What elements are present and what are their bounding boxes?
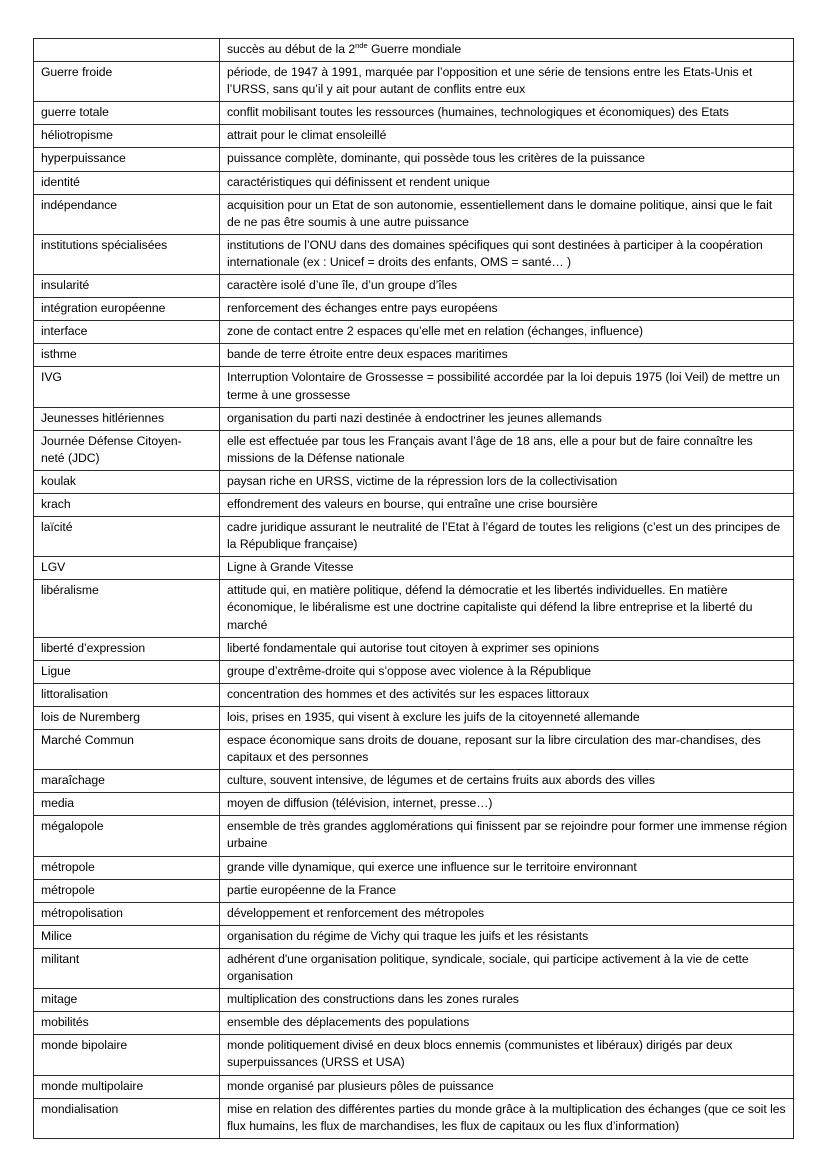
glossary-definition-cell: attitude qui, en matière politique, défend la démocratie et les libertés individuelles. En matière économique, le libéralisme est une doctrine capitaliste qui défend la libre entreprise et la liberté du marché (220, 580, 794, 637)
glossary-definition-cell: organisation du régime de Vichy qui traque les juifs et les résistants (220, 925, 794, 948)
glossary-term-cell: institutions spécialisées (34, 234, 220, 274)
glossary-term-cell: insularité (34, 275, 220, 298)
glossary-term-cell: intégration européenne (34, 298, 220, 321)
glossary-definition-cell: zone de contact entre 2 espaces qu’elle met en relation (échanges, influence) (220, 321, 794, 344)
glossary-definition-cell: liberté fondamentale qui autorise tout citoyen à exprimer ses opinions (220, 637, 794, 660)
glossary-term-cell: Guerre froide (34, 62, 220, 102)
glossary-definition-cell: partie européenne de la France (220, 879, 794, 902)
glossary-term-cell: Ligue (34, 660, 220, 683)
glossary-table (33, 38, 794, 1139)
table-row (34, 925, 794, 948)
glossary-term-cell: maraîchage (34, 770, 220, 793)
table-row (34, 125, 794, 148)
glossary-definition-cell: caractère isolé d’une île, d’un groupe d’îles (220, 275, 794, 298)
glossary-term-cell: IVG (34, 367, 220, 407)
table-row (34, 148, 794, 171)
glossary-term-cell: Jeunesses hitlériennes (34, 407, 220, 430)
glossary-definition-cell: cadre juridique assurant le neutralité de l’Etat à l’égard de toutes les religions (c’est un des principes de la République française) (220, 517, 794, 557)
glossary-term-cell: LGV (34, 557, 220, 580)
glossary-definition-cell: moyen de diffusion (télévision, internet, presse…) (220, 793, 794, 816)
table-row (34, 706, 794, 729)
table-row (34, 321, 794, 344)
glossary-term-cell: héliotropisme (34, 125, 220, 148)
table-row (34, 367, 794, 407)
glossary-definition-cell: bande de terre étroite entre deux espaces maritimes (220, 344, 794, 367)
table-row (34, 948, 794, 988)
glossary-term-cell: mobilités (34, 1012, 220, 1035)
table-row (34, 637, 794, 660)
glossary-term-cell: identité (34, 171, 220, 194)
glossary-term-cell: koulak (34, 470, 220, 493)
glossary-term-cell: monde multipolaire (34, 1075, 220, 1098)
glossary-definition-cell: groupe d’extrême-droite qui s’oppose avec violence à la République (220, 660, 794, 683)
glossary-definition-cell: espace économique sans droits de douane, reposant sur la libre circulation des mar-chandises, des capitaux et des personnes (220, 730, 794, 770)
glossary-definition-cell: ensemble de très grandes agglomérations qui finissent par se rejoindre pour former une immense région urbaine (220, 816, 794, 856)
glossary-definition-cell: culture, souvent intensive, de légumes et de certains fruits aux abords des villes (220, 770, 794, 793)
table-row (34, 856, 794, 879)
glossary-term-cell: guerre totale (34, 102, 220, 125)
glossary-term-cell: Marché Commun (34, 730, 220, 770)
glossary-term-cell (34, 39, 220, 62)
glossary-definition-cell: période, de 1947 à 1991, marquée par l’opposition et une série de tensions entre les Etats-Unis et l’URSS, sans qu’il y ait pour autant de conflits entre eux (220, 62, 794, 102)
glossary-term-cell: métropole (34, 879, 220, 902)
glossary-term-cell: media (34, 793, 220, 816)
glossary-definition-cell: succès au début de la 2nde Guerre mondiale (220, 39, 794, 62)
glossary-definition-cell: lois, prises en 1935, qui visent à exclure les juifs de la citoyenneté allemande (220, 706, 794, 729)
glossary-definition-cell: organisation du parti nazi destinée à endoctriner les jeunes allemands (220, 407, 794, 430)
table-row (34, 816, 794, 856)
table-row (34, 407, 794, 430)
table-row (34, 39, 794, 62)
glossary-definition-cell: caractéristiques qui définissent et rendent unique (220, 171, 794, 194)
glossary-definition-cell: attrait pour le climat ensoleillé (220, 125, 794, 148)
table-row (34, 171, 794, 194)
table-row (34, 493, 794, 516)
glossary-definition-cell: multiplication des constructions dans les zones rurales (220, 989, 794, 1012)
glossary-definition-cell: acquisition pour un Etat de son autonomie, essentiellement dans le domaine politique, ainsi que le fait de ne pas être soumis à une autre puissance (220, 194, 794, 234)
table-row (34, 470, 794, 493)
glossary-term-cell: métropole (34, 856, 220, 879)
table-row (34, 580, 794, 637)
superscript-text: nde (355, 40, 368, 50)
glossary-definition-cell: renforcement des échanges entre pays européens (220, 298, 794, 321)
glossary-term-cell: krach (34, 493, 220, 516)
glossary-definition-cell: paysan riche en URSS, victime de la répression lors de la collectivisation (220, 470, 794, 493)
glossary-definition-cell: ensemble des déplacements des populations (220, 1012, 794, 1035)
glossary-term-cell: monde bipolaire (34, 1035, 220, 1075)
table-row (34, 683, 794, 706)
table-row (34, 1075, 794, 1098)
glossary-definition-cell: puissance complète, dominante, qui possède tous les critères de la puissance (220, 148, 794, 171)
table-row (34, 298, 794, 321)
glossary-term-cell: libéralisme (34, 580, 220, 637)
glossary-term-cell: hyperpuissance (34, 148, 220, 171)
glossary-definition-cell: Interruption Volontaire de Grossesse = possibilité accordée par la loi depuis 1975 (loi Veil) de mettre un terme à une grossesse (220, 367, 794, 407)
table-row (34, 730, 794, 770)
table-row (34, 234, 794, 274)
table-row (34, 1035, 794, 1075)
glossary-term-cell: militant (34, 948, 220, 988)
glossary-term-cell: indépendance (34, 194, 220, 234)
glossary-definition-cell: institutions de l’ONU dans des domaines spécifiques qui sont destinées à participer à la coopération internationale (ex : Unicef = droits des enfants, OMS = santé… ) (220, 234, 794, 274)
glossary-term-cell: mondialisation (34, 1098, 220, 1138)
table-row (34, 660, 794, 683)
table-row (34, 793, 794, 816)
glossary-definition-cell: adhérent d'une organisation politique, syndicale, sociale, qui participe activement à la vie de cette organisation (220, 948, 794, 988)
glossary-term-cell: laïcité (34, 517, 220, 557)
glossary-definition-cell: concentration des hommes et des activités sur les espaces littoraux (220, 683, 794, 706)
glossary-definition-cell: monde organisé par plusieurs pôles de puissance (220, 1075, 794, 1098)
glossary-term-cell: lois de Nuremberg (34, 706, 220, 729)
table-row (34, 517, 794, 557)
glossary-term-cell: métropolisation (34, 902, 220, 925)
glossary-definition-cell: conflit mobilisant toutes les ressources (humaines, technologiques et économiques) des Etats (220, 102, 794, 125)
table-row (34, 102, 794, 125)
table-row (34, 1012, 794, 1035)
table-row (34, 989, 794, 1012)
table-row (34, 902, 794, 925)
glossary-definition-cell: Ligne à Grande Vitesse (220, 557, 794, 580)
glossary-term-cell: isthme (34, 344, 220, 367)
table-row (34, 879, 794, 902)
glossary-term-cell: mégalopole (34, 816, 220, 856)
glossary-term-cell: Journée Défense Citoyen- neté (JDC) (34, 430, 220, 470)
glossary-term-cell: mitage (34, 989, 220, 1012)
glossary-term-cell: Milice (34, 925, 220, 948)
glossary-definition-cell: grande ville dynamique, qui exerce une influence sur le territoire environnant (220, 856, 794, 879)
table-row (34, 430, 794, 470)
table-row (34, 275, 794, 298)
table-row (34, 770, 794, 793)
table-row (34, 557, 794, 580)
glossary-term-cell: littoralisation (34, 683, 220, 706)
glossary-definition-cell: effondrement des valeurs en bourse, qui entraîne une crise boursière (220, 493, 794, 516)
glossary-table-body (34, 39, 794, 1139)
glossary-term-cell: interface (34, 321, 220, 344)
glossary-definition-cell: développement et renforcement des métropoles (220, 902, 794, 925)
glossary-definition-cell: monde politiquement divisé en deux blocs ennemis (communistes et libéraux) dirigés par deux superpuissances (URSS et USA) (220, 1035, 794, 1075)
table-row (34, 62, 794, 102)
glossary-definition-cell: mise en relation des différentes parties du monde grâce à la multiplication des échanges (que ce soit les flux humains, les flux de marchandises, les flux de capitaux ou les flux d’information) (220, 1098, 794, 1138)
glossary-definition-cell: elle est effectuée par tous les Français avant l’âge de 18 ans, elle a pour but de faire connaître les missions de la Défense nationale (220, 430, 794, 470)
glossary-term-cell: liberté d’expression (34, 637, 220, 660)
table-row (34, 1098, 794, 1138)
table-row (34, 194, 794, 234)
table-row (34, 344, 794, 367)
